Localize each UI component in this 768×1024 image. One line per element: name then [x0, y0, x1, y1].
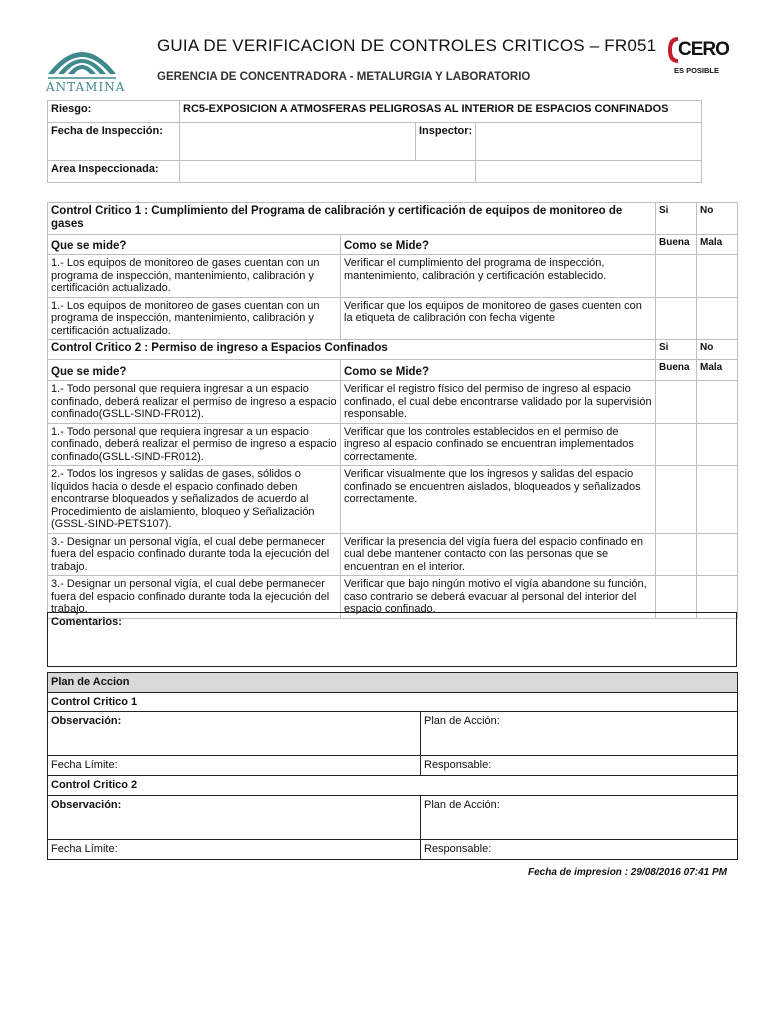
antamina-logo-text: ANTAMINA: [46, 80, 126, 94]
inspector-label: Inspector:: [416, 123, 476, 161]
check-si-cell[interactable]: [656, 255, 697, 298]
que-se-mide-cell: 2.- Todos los ingresos y salidas de gases, sólidos o líquidos hacia o desde el espacio confinado deben encontrarse bloqueados y señalizados de acuerdo al Procedimiento de aislamiento, bloqueo y Señalización (GSSL-SIND-PETS107).: [48, 466, 341, 534]
control-1-title: Control Critico 1 : Cumplimiento del Programa de calibración y certificación de equipos de monitoreo de gases: [48, 203, 656, 235]
plan-accion-2-field[interactable]: [421, 795, 738, 839]
si-header: Si: [656, 203, 697, 235]
comments-label: Comentarios:: [51, 616, 122, 628]
cero-logo-text: CERO: [678, 39, 729, 60]
que-se-mide-header: Que se mide?: [48, 235, 341, 255]
como-se-mide-cell: Verificar el registro físico del permiso de ingreso al espacio confinado, el cual debe encontrarse validado por la supervisión responsable.: [341, 381, 656, 424]
table-row: [48, 297, 738, 340]
check-no-cell[interactable]: [697, 533, 738, 576]
plan-control-2-heading: Control Critico 2: [48, 776, 738, 796]
document-title: GUIA DE VERIFICACION DE CONTROLES CRITICOS – FR051: [157, 36, 657, 55]
que-se-mide-cell: 1.- Los equipos de monitoreo de gases cuentan con un programa de inspección, mantenimiento, calibración y certificación actualizado.: [48, 255, 341, 298]
que-se-mide-cell: 3.- Designar un personal vigía, el cual debe permanecer fuera del espacio confinado durante toda la ejecución del trabajo.: [48, 576, 341, 619]
que-se-mide-cell: 1.- Todo personal que requiera ingresar a un espacio confinado, deberá realizar el permiso de ingreso a espacio confinado(GSLL-SIND-FR012).: [48, 381, 341, 424]
control-2-title: Control Critico 2 : Permiso de ingreso a Espacios Confinados: [48, 340, 656, 360]
inspector-field[interactable]: [476, 123, 702, 161]
riesgo-value: RC5-EXPOSICION A ATMOSFERAS PELIGROSAS AL INTERIOR DE ESPACIOS CONFINADOS: [180, 101, 702, 123]
fecha-limite-1-field[interactable]: [48, 756, 421, 776]
check-si-cell[interactable]: [656, 297, 697, 340]
check-no-cell[interactable]: [697, 297, 738, 340]
como-se-mide-header: Como se Mide?: [341, 235, 656, 255]
plan-accion-label: Plan de Acción:: [424, 715, 500, 727]
observacion-label: Observación:: [51, 798, 122, 811]
fecha-limite-2-field[interactable]: [48, 839, 421, 859]
table-row: [48, 533, 738, 576]
como-se-mide-cell: Verificar que bajo ningún motivo el vigía abandone su función, caso contrario se deberá evacuar al personal del interior del espacio confinado.: [341, 576, 656, 619]
plan-accion-label: Plan de Acción:: [424, 798, 500, 811]
plan-accion-1-field[interactable]: [421, 712, 738, 756]
antamina-logo: [44, 34, 126, 98]
plan-de-accion-header: Plan de Accion: [48, 673, 738, 693]
observacion-label: Observación:: [51, 715, 122, 727]
como-se-mide-cell: Verificar que los controles establecidos en el permiso de ingreso al espacio confinado se encuentran implementados correctamente.: [341, 423, 656, 466]
cero-tagline: ES POSIBLE: [674, 66, 720, 75]
fecha-inspeccion-field[interactable]: [180, 123, 416, 161]
comments-box[interactable]: [47, 612, 737, 667]
action-plan-table: [47, 672, 738, 860]
fecha-inspeccion-label: Fecha de Inspección:: [48, 123, 180, 161]
cero-es-posible-logo: [668, 36, 730, 78]
area-extra-cell: [476, 161, 702, 183]
inspection-info-table: [47, 100, 702, 183]
que-se-mide-cell: 1.- Todo personal que requiera ingresar a un espacio confinado, deberá realizar el permiso de ingreso a espacio confinado(GSLL-SIND-FR012).: [48, 423, 341, 466]
fecha-limite-label: Fecha Límite:: [51, 759, 118, 771]
buena-header: Buena: [656, 235, 697, 255]
como-se-mide-cell: Verificar que los equipos de monitoreo de gases cuenten con la etiqueta de calibración con fecha vigente: [341, 297, 656, 340]
table-row: [48, 255, 738, 298]
responsable-label: Responsable:: [424, 842, 492, 855]
observacion-1-field[interactable]: [48, 712, 421, 756]
responsable-1-field[interactable]: [421, 756, 738, 776]
table-row: [48, 381, 738, 424]
responsable-2-field[interactable]: [421, 839, 738, 859]
check-no-cell[interactable]: [697, 381, 738, 424]
buena-header: Buena: [656, 360, 697, 381]
print-date-footer: Fecha de impresion : 29/08/2016 07:41 PM: [528, 867, 727, 878]
fecha-limite-label: Fecha Límite:: [51, 842, 118, 855]
como-se-mide-cell: Verificar visualmente que los ingresos y salidas del espacio confinado se encuentren aislados, bloqueados y señalizados correctamente.: [341, 466, 656, 534]
check-no-cell[interactable]: [697, 255, 738, 298]
table-row: [48, 466, 738, 534]
check-si-cell[interactable]: [656, 423, 697, 466]
que-se-mide-cell: 1.- Los equipos de monitoreo de gases cuentan con un programa de inspección, mantenimiento, calibración y certificación actualizado.: [48, 297, 341, 340]
check-si-cell[interactable]: [656, 466, 697, 534]
area-inspeccionada-label: Area Inspeccionada:: [48, 161, 180, 183]
que-se-mide-header: Que se mide?: [48, 360, 341, 381]
check-no-cell[interactable]: [697, 466, 738, 534]
como-se-mide-cell: Verificar la presencia del vigía fuera del espacio confinado en cual debe mantener contacto con las personas que se encuentran en el interior.: [341, 533, 656, 576]
plan-control-1-heading: Control Critico 1: [48, 692, 738, 712]
que-se-mide-cell: 3.- Designar un personal vigía, el cual debe permanecer fuera del espacio confinado durante toda la ejecución del trabajo.: [48, 533, 341, 576]
riesgo-label: Riesgo:: [48, 101, 180, 123]
como-se-mide-header: Como se Mide?: [341, 360, 656, 381]
check-si-cell[interactable]: [656, 533, 697, 576]
area-inspeccionada-field[interactable]: [180, 161, 476, 183]
no-header: No: [697, 203, 738, 235]
check-si-cell[interactable]: [656, 381, 697, 424]
como-se-mide-cell: Verificar el cumplimiento del programa de inspección, mantenimiento, calibración y certificación establecido.: [341, 255, 656, 298]
check-no-cell[interactable]: [697, 423, 738, 466]
critical-controls-table: [47, 202, 738, 619]
mala-header: Mala: [697, 360, 738, 381]
observacion-2-field[interactable]: [48, 795, 421, 839]
table-row: [48, 423, 738, 466]
mala-header: Mala: [697, 235, 738, 255]
responsable-label: Responsable:: [424, 759, 492, 771]
document-subtitle: GERENCIA DE CONCENTRADORA - METALURGIA Y LABORATORIO: [157, 71, 531, 83]
si-header: Si: [656, 340, 697, 360]
no-header: No: [697, 340, 738, 360]
